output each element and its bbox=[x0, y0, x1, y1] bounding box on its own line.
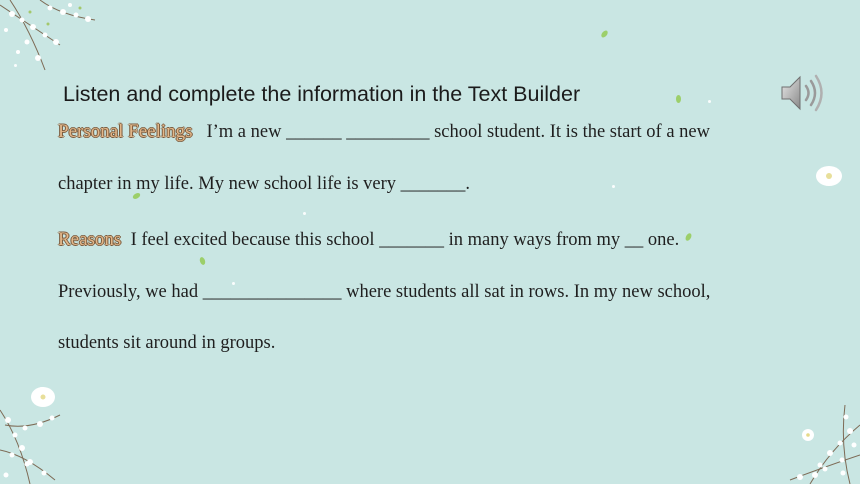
petal-decoration bbox=[600, 29, 609, 38]
slide-title: Listen and complete the information in the Text Builder bbox=[63, 82, 581, 106]
reasons-line-3: students sit around in groups. bbox=[58, 333, 276, 353]
personal-feelings-text-1: I’m a new ______ _________ school student. It is the start of a new bbox=[206, 122, 710, 142]
petal-decoration bbox=[199, 256, 206, 265]
petal-decoration bbox=[684, 232, 692, 241]
petal-decoration bbox=[676, 95, 681, 103]
dot-decoration bbox=[708, 100, 711, 103]
dot-decoration bbox=[612, 185, 615, 188]
dot-decoration bbox=[14, 64, 17, 67]
dot-decoration bbox=[303, 212, 306, 215]
reasons-line-1 bbox=[58, 229, 679, 251]
flower-branch-icon bbox=[770, 405, 860, 484]
personal-feelings-line-2: chapter in my life. My new school life is very _______. bbox=[58, 174, 471, 194]
personal-feelings-line-1 bbox=[58, 121, 710, 143]
flower-branch-icon bbox=[0, 0, 110, 80]
personal-feelings-label: Personal Feelings bbox=[58, 121, 193, 142]
reasons-text-1: I feel excited because this school _______ in many ways from my __ one. bbox=[130, 230, 680, 250]
reasons-line-2: Previously, we had _______________ where students all sat in rows. In my new school, bbox=[58, 282, 711, 302]
reasons-label: Reasons bbox=[58, 229, 122, 250]
flower-icon bbox=[814, 163, 844, 189]
speaker-icon[interactable] bbox=[778, 71, 826, 115]
flower-icon bbox=[28, 384, 58, 410]
